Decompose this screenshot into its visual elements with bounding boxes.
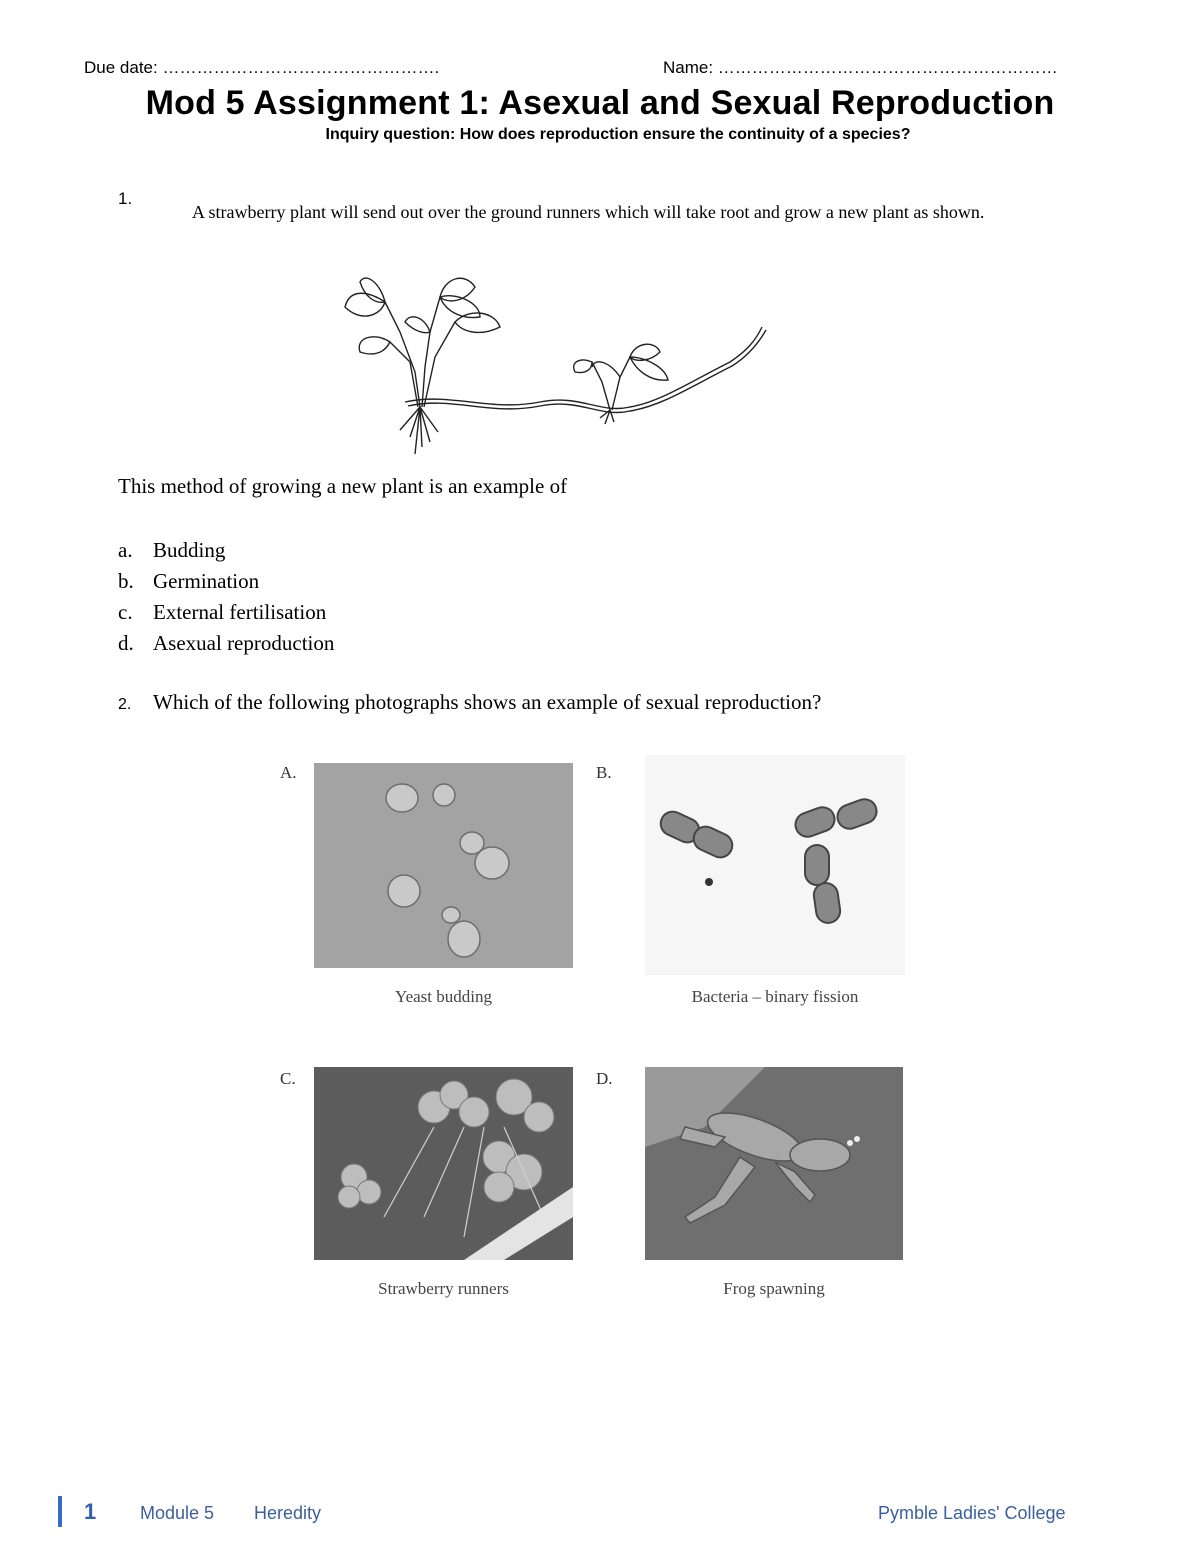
option-text: Germination xyxy=(153,569,260,593)
name-field: Name: …………………………………………………… xyxy=(663,58,1058,77)
footer-topic: Heredity xyxy=(254,1503,322,1523)
footer-module: Module 5 xyxy=(140,1503,215,1523)
photo-a-caption: Yeast budding xyxy=(395,987,492,1006)
option-a[interactable] xyxy=(118,535,334,566)
question-1-options xyxy=(118,535,334,659)
yeast-budding-photo[interactable] xyxy=(314,763,573,968)
strawberry-plant-illustration xyxy=(330,262,780,457)
question-2 xyxy=(118,690,821,715)
page-title: Mod 5 Assignment 1: Asexual and Sexual Reproduction xyxy=(145,84,1055,122)
option-text: External fertilisation xyxy=(153,600,327,624)
option-letter: d. xyxy=(118,631,134,655)
photo-d-label: D. xyxy=(596,1069,613,1088)
option-text: Asexual reproduction xyxy=(153,631,335,655)
bacteria-fission-photo[interactable] xyxy=(645,755,905,975)
question-1-stem: This method of growing a new plant is an example of xyxy=(118,474,568,498)
page-number: 1 xyxy=(84,1499,97,1524)
photo-d-caption: Frog spawning xyxy=(723,1279,825,1298)
option-letter: c. xyxy=(118,600,133,624)
frog-spawning-photo[interactable] xyxy=(645,1067,903,1260)
photo-b-label: B. xyxy=(596,763,612,782)
question-2-number: 2. xyxy=(118,696,132,713)
option-letter: a. xyxy=(118,538,133,562)
option-letter: b. xyxy=(118,569,134,593)
strawberry-runners-photo[interactable] xyxy=(314,1067,573,1260)
option-c[interactable] xyxy=(118,597,334,628)
header-row xyxy=(84,58,1124,80)
footer-accent-bar xyxy=(58,1496,62,1527)
option-d[interactable] xyxy=(118,628,334,659)
option-b[interactable] xyxy=(118,566,334,597)
photo-b-caption: Bacteria – binary fission xyxy=(691,987,859,1006)
question-1-text: A strawberry plant will send out over the ground runners which will take root and grow a new plant as shown. xyxy=(192,202,985,222)
footer-school: Pymble Ladies' College xyxy=(878,1503,1066,1523)
due-date-field: Due date: …………………………………………. xyxy=(84,58,440,77)
photo-c-caption: Strawberry runners xyxy=(378,1279,509,1298)
inquiry-question: Inquiry question: How does reproduction ensure the continuity of a species? xyxy=(325,126,911,143)
photo-a-label: A. xyxy=(280,763,297,782)
question-2-text: Which of the following photographs shows an example of sexual reproduction? xyxy=(153,690,822,714)
question-1-number: 1. xyxy=(118,189,133,208)
option-text: Budding xyxy=(153,538,226,562)
photo-c-label: C. xyxy=(280,1069,296,1088)
